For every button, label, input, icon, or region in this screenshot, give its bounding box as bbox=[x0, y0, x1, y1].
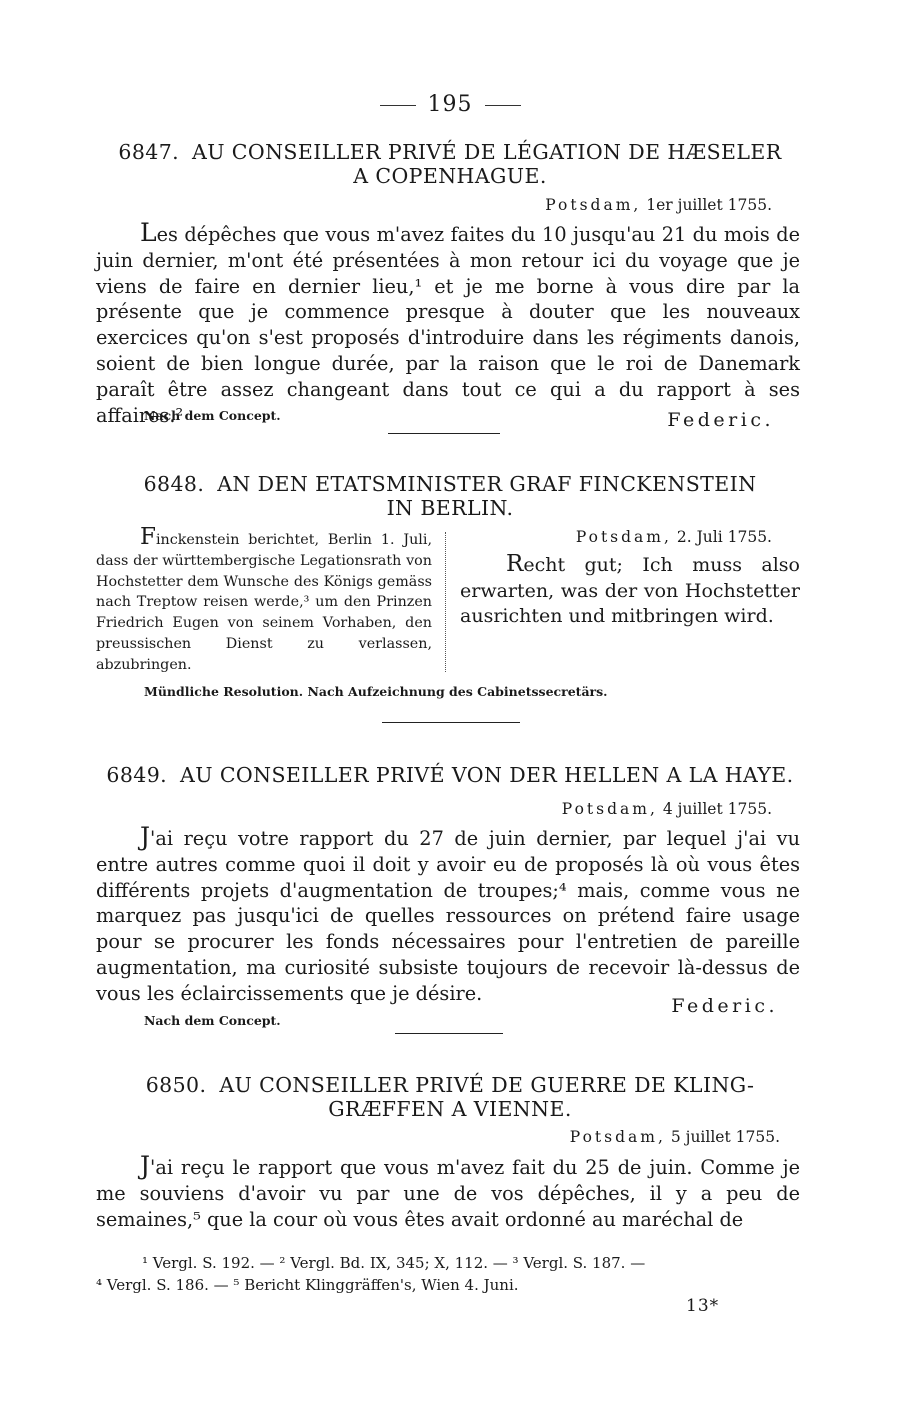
footnote-line: ¹ Vergl. S. 192. — ² Vergl. Bd. IX, 345; X, 112. — ³ Vergl. S. 187. — bbox=[142, 1254, 646, 1272]
letter-6850-initial: J bbox=[140, 1151, 151, 1180]
letter-6850-heading bbox=[96, 1073, 804, 1121]
letter-6847-source-note: Nach dem Concept. bbox=[144, 408, 281, 423]
letter-6850-heading-line1 bbox=[96, 1073, 804, 1097]
letter-6848-resolution-initial: R bbox=[506, 551, 524, 577]
page-number-text: 195 bbox=[427, 92, 473, 117]
letter-6848-heading bbox=[96, 472, 804, 520]
letter-6847-heading bbox=[96, 140, 804, 188]
letter-6848-source-note: Mündliche Resolution. Nach Aufzeichnung des Cabinetssecretärs. bbox=[144, 684, 608, 699]
letter-6848-recipient: AN DEN ETATSMINISTER GRAF FINCKENSTEIN bbox=[217, 472, 757, 496]
letter-6848-place: Potsdam, bbox=[575, 528, 672, 546]
letter-6849-dateline bbox=[562, 800, 772, 818]
column-divider bbox=[445, 532, 446, 672]
letter-6848-resolution-text: echt gut; Ich muss also erwarten, was der von Hochstetter ausrichten und mitbringen wird. bbox=[460, 554, 800, 627]
letter-6847-date: 1er juillet 1755. bbox=[646, 196, 772, 214]
signature-mark: 13* bbox=[686, 1296, 720, 1316]
letter-6847-number: 6847. bbox=[118, 140, 180, 164]
letter-6850-number: 6850. bbox=[145, 1073, 207, 1097]
page-number bbox=[0, 92, 900, 117]
letter-6848-summary-initial: F bbox=[140, 524, 156, 550]
letter-6849-initial: J bbox=[140, 822, 151, 851]
letter-6847-recipient: AU CONSEILLER PRIVÉ DE LÉGATION DE HÆSELER bbox=[192, 140, 782, 164]
letter-6849-text: 'ai reçu votre rapport du 27 de juin dernier, par lequel j'ai vu entre autres comme quoi il doit y avoir eu de proposés là où vous êtes différents projets d'augmentation de troupes;⁴ mais, comme vous ne marquez pas jusqu'ici de quelles ressources on prétend faire usage pour se procurer les fonds nécessaires pour l'entretien de pareille augmentation, ma curiosité subsiste toujours de recevoir là-dessus de vous les éclaircissements que je désire. bbox=[96, 827, 800, 1005]
letter-6847-dateline bbox=[545, 196, 772, 214]
letter-6848-summary bbox=[96, 524, 432, 676]
letter-6850-body bbox=[96, 1153, 800, 1232]
letter-6847-heading-line2: A COPENHAGUE. bbox=[353, 164, 547, 188]
letter-6848-heading-line2: IN BERLIN. bbox=[386, 496, 514, 520]
letter-6849-heading-line1 bbox=[96, 763, 804, 787]
letter-6849-place: Potsdam, bbox=[561, 800, 658, 818]
letter-6847-place: Potsdam, bbox=[545, 196, 642, 214]
letter-6849-source-note: Nach dem Concept. bbox=[144, 1013, 281, 1028]
letter-6850-dateline bbox=[570, 1128, 780, 1146]
letter-6849-number: 6849. bbox=[106, 763, 168, 787]
page-number-dash-left bbox=[380, 105, 416, 106]
letter-6850-recipient: AU CONSEILLER PRIVÉ DE GUERRE DE KLING- bbox=[219, 1073, 755, 1097]
letter-6850-place: Potsdam, bbox=[569, 1128, 666, 1146]
section-separator-rule bbox=[388, 433, 500, 434]
letter-6847-body bbox=[96, 220, 800, 428]
letter-6849-body bbox=[96, 824, 800, 1007]
page-number-dash-right bbox=[485, 105, 521, 106]
section-separator-rule bbox=[395, 1033, 503, 1034]
letter-6848-dateline bbox=[576, 528, 772, 546]
letter-6849-date: 4 juillet 1755. bbox=[662, 800, 772, 818]
letter-6849-recipient: AU CONSEILLER PRIVÉ VON DER HELLEN A LA HAYE. bbox=[180, 763, 794, 787]
letter-6850-text: 'ai reçu le rapport que vous m'avez fait du 25 de juin. Comme je me souviens d'avoir vu par une de vos dépêches, il y a peu de semaines,⁵ que la cour où vous êtes avait ordonné au maréchal de bbox=[96, 1156, 800, 1231]
letter-6848-resolution bbox=[460, 552, 800, 630]
letter-6848-summary-text: inckenstein berichtet, Berlin 1. Juli, dass der württembergische Legationsrath von Hochstetter dem Wunsche des Königs gemäss nach Treptow reisen werde,³ um den Prinzen Friedrich Eugen von seinem Vorhaben, den preussischen Dienst zu verlassen, abzubringen. bbox=[96, 532, 432, 673]
letter-6848-heading-line1 bbox=[96, 472, 804, 496]
letter-6850-date: 5 juillet 1755. bbox=[670, 1128, 780, 1146]
letter-6847-signature: Federic. bbox=[667, 409, 774, 431]
letter-6849-signature: Federic. bbox=[671, 995, 778, 1017]
footnote-line: ⁴ Vergl. S. 186. — ⁵ Bericht Klinggräffen's, Wien 4. Juni. bbox=[96, 1276, 519, 1294]
letter-6847-initial: L bbox=[140, 218, 157, 247]
letter-6847-text: es dépêches que vous m'avez faites du 10 jusqu'au 21 du mois de juin dernier, m'ont été présentées à mon retour ici du voyage que je viens de faire en dernier lieu,¹ et je me borne à vous dire par la présente que je commence presque à douter que les nouveaux exercices qu'on s'est proposés d'introduire dans les régiments danois, soient de bien longue durée, par la raison que le roi de Danemark paraît être assez changeant dans tout ce qui a du rapport à ses affaires.² bbox=[96, 223, 800, 427]
letter-6848-date: 2. Juli 1755. bbox=[676, 528, 772, 546]
letter-6850-heading-line2: GRÆFFEN A VIENNE. bbox=[328, 1097, 572, 1121]
section-separator-rule bbox=[382, 722, 520, 723]
letter-6849-heading bbox=[96, 763, 804, 787]
letter-6848-number: 6848. bbox=[143, 472, 205, 496]
letter-6847-heading-line1 bbox=[96, 140, 804, 164]
footnotes bbox=[96, 1252, 806, 1296]
